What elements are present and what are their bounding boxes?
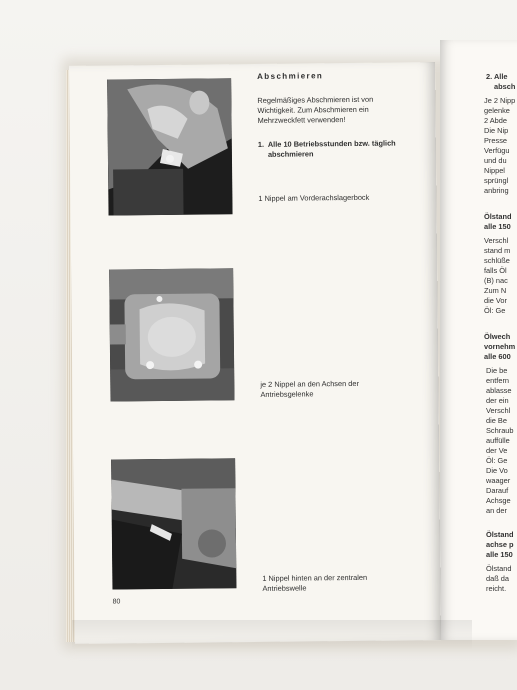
right-page-line: schlüße (484, 256, 510, 265)
right-page-line: gelenke (484, 106, 510, 115)
right-page-line: Ölwech (484, 332, 511, 341)
right-page-line: 2 Abde (484, 116, 508, 125)
right-page-line: Ölstand (486, 564, 512, 573)
right-page-line: Verfügu (484, 146, 510, 155)
right-page-line: anbring (484, 186, 509, 195)
right-page-line: Verschl (484, 236, 509, 245)
right-page-line: falls Öl (484, 266, 507, 275)
intro-paragraph: Regelmäßiges Abschmieren ist von Wichtigkeit. Zum Abschmieren ein Mehrzweckfett verwenden! (257, 94, 374, 125)
step-number: 1. (257, 139, 265, 149)
right-page-line: Verschl (486, 406, 511, 415)
right-page-line: achse p (486, 540, 514, 549)
right-page-line: waager (486, 476, 511, 485)
caption-drive-shaft: 1 Nippel hinten an der zentralen Antriebswelle (262, 572, 368, 593)
right-page-line: Öl: Ge (484, 306, 506, 315)
right-page-line: reicht. (486, 584, 507, 593)
right-page-line: Zum N (484, 286, 507, 295)
right-page-line: und du (484, 156, 507, 165)
step-text: Alle 10 Betriebsstunden bzw. täglich abschmieren (267, 138, 396, 159)
right-page-line: alle 150 (484, 222, 511, 231)
right-page-line: die Vor (484, 296, 508, 305)
step-item (258, 138, 408, 160)
right-page-line: Schraub (486, 426, 514, 435)
right-page-line: Ölstand (484, 212, 512, 221)
caption-drive-joints: je 2 Nippel an den Achsen der Antriebsgelenke (260, 378, 359, 399)
right-page-line: sprüngl (484, 176, 509, 185)
photo-central-drive-shaft (111, 458, 236, 589)
bottom-shadow (72, 620, 472, 650)
page-number: 80 (112, 598, 121, 606)
right-page-line: Achsge (486, 496, 511, 505)
right-page-line: Die be (486, 366, 508, 375)
right-page-line: (B) nac (484, 276, 508, 285)
caption-front-axle: 1 Nippel am Vorderachslagerbock (258, 192, 370, 203)
right-page-line: absch (494, 82, 516, 91)
right-page-line: vornehm (484, 342, 516, 351)
right-page-line: Öl: Ge (486, 456, 508, 465)
right-page-line: der ein (486, 396, 509, 405)
photo-front-axle-bracket (107, 78, 232, 215)
right-page-line: stand m (484, 246, 511, 255)
right-page-line: der Ve (486, 446, 508, 455)
right-page-line: 2. Alle (486, 72, 508, 81)
right-page-line: die Be (486, 416, 507, 425)
right-page-line: entfern (486, 376, 510, 385)
section-heading: Abschmieren (257, 71, 324, 81)
right-page-line: Presse (484, 136, 508, 145)
right-page-line: an der (486, 506, 507, 515)
right-page-line: Ölstand (486, 530, 514, 539)
right-page-line: auffülle (486, 436, 510, 445)
right-page-line: daß da (486, 574, 510, 583)
right-page-line: Die Nip (484, 126, 509, 135)
right-page-line: Darauf (486, 486, 509, 495)
left-page (69, 62, 441, 644)
right-page-line: ablasse (486, 386, 512, 395)
right-page-line: Je 2 Nipp (484, 96, 516, 105)
right-page-line: Nippel (484, 166, 505, 175)
right-page-line: alle 150 (486, 550, 513, 559)
photo-drive-joints (109, 268, 234, 401)
right-page-line: alle 600 (484, 352, 511, 361)
right-page-line: Die Vo (486, 466, 508, 475)
